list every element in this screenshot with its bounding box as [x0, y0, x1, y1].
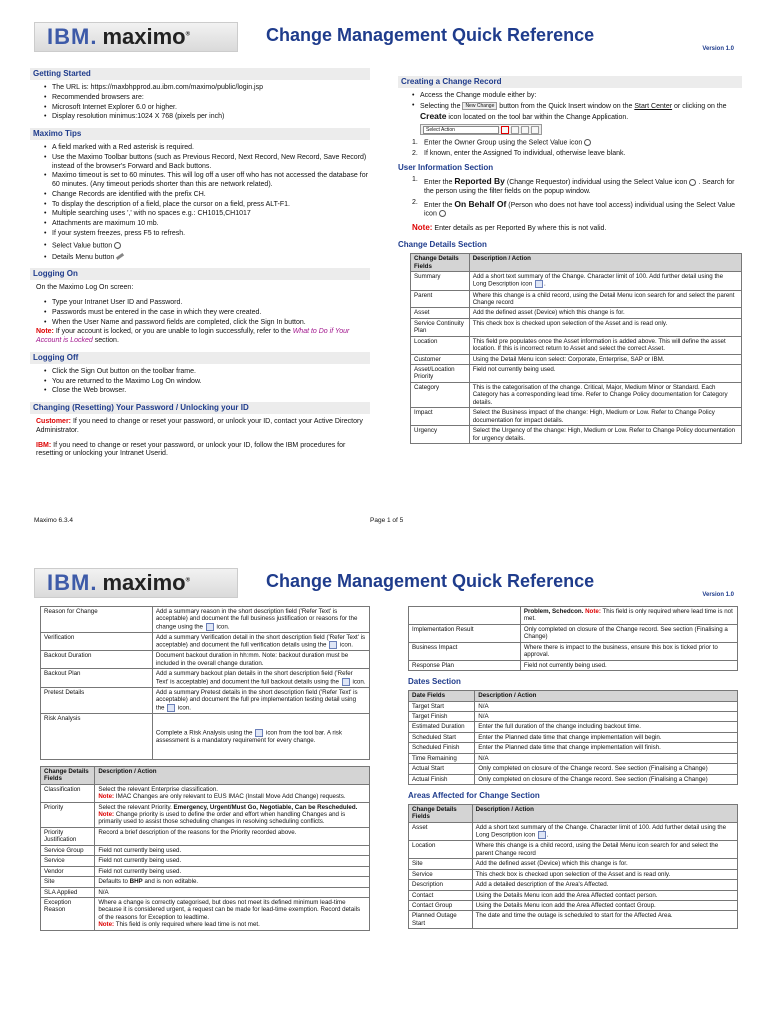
- logging-on-list: [44, 299, 370, 327]
- table-row: [409, 753, 738, 763]
- desc-text: Add a short text summary of the Change. Character limit of 100. Add further detail using the Long Description icon: [475, 823, 727, 839]
- field-name: Actual Finish: [409, 774, 475, 784]
- customer-paragraph: [36, 418, 370, 436]
- field-desc: Select the Urgency of the change: High, Medium or Low. Refer to Change Policy documentation for urgency details.: [469, 426, 741, 444]
- list-item: • Recommended browsers are:: [44, 94, 370, 103]
- footer-page: Page 1 of 5: [370, 517, 404, 524]
- step-text: If known, enter the Assigned To individual, otherwise leave blank.: [424, 150, 626, 158]
- field-name: Implementation Result: [409, 624, 521, 642]
- desc-text: and is non editable.: [144, 878, 199, 886]
- field-desc: Using the Detail Menu icon select: Corporate, Enterprise, SAP or IBM.: [469, 354, 741, 364]
- s2a: Enter the: [424, 201, 453, 209]
- desc-note: Note: backout duration must be included in the overall change duration.: [155, 652, 349, 667]
- table-row: [409, 711, 738, 721]
- long-description-icon: [342, 678, 350, 686]
- logo-maximo-text: maximo: [102, 24, 186, 50]
- table-header-row: [411, 254, 742, 272]
- table-row: [411, 272, 742, 291]
- field-desc: N/A: [475, 711, 738, 721]
- field-desc: Field not currently being used.: [95, 856, 370, 866]
- step: 1. Enter the Owner Group using the Select Value icon: [412, 139, 742, 148]
- list-item: • You are returned to the Maximo Log On window.: [44, 378, 370, 387]
- table-row: [409, 880, 738, 890]
- list-item: • Type your Intranet User ID and Password.: [44, 299, 370, 308]
- column-header: Description / Action: [472, 805, 737, 823]
- list-item: • Multiple searching uses ',' with no spaces e.g.: CH1015,CH1017: [44, 210, 370, 219]
- field-name: Contact: [409, 890, 473, 900]
- field-desc: Field not currently being used.: [469, 365, 741, 383]
- column-header: Date Fields: [409, 691, 475, 701]
- field-desc: Add the defined asset (Device) which this change is for.: [472, 859, 737, 869]
- step: 2. Enter the On Behalf Of (Person who does not have tool access) individual using the Select Value icon: [412, 198, 736, 218]
- sel-b: button from the Quick Insert window on the: [499, 102, 633, 110]
- list-item: • Display resolution minimus:1024 X 768 (pixels per inch): [44, 113, 370, 122]
- sel-d: icon located on the tool bar within the Change Application.: [448, 114, 629, 122]
- field-name: Vendor: [41, 866, 95, 876]
- field-desc: Only completed on closure of the Change record. See section (Finalising a Change): [475, 774, 738, 784]
- table-row: [41, 651, 370, 669]
- field-desc: Enter the full duration of the change including backout time.: [475, 722, 738, 732]
- list-item: • A field marked with a Red asterisk is required.: [44, 144, 370, 153]
- table-header-row: [41, 766, 370, 784]
- field-name: Risk Analysis: [41, 713, 153, 759]
- s2c: (Person who does not have tool access) individual using the Select Value icon: [424, 201, 736, 218]
- field-name: Customer: [411, 354, 470, 364]
- desc-text: Document backout duration in hh:mm.: [155, 652, 261, 660]
- field-desc: Record a brief description of the reasons for the Priority recorded above.: [95, 827, 370, 845]
- table-row: [411, 318, 742, 336]
- field-name: Summary: [411, 272, 470, 291]
- desc-text: Select the relevant Priority.: [98, 803, 172, 811]
- field-desc: The date and time the outage is scheduled to start for the Affected Area.: [472, 911, 737, 929]
- field-name: Site: [41, 877, 95, 887]
- logging-on-intro: On the Maximo Log On screen:: [36, 284, 134, 292]
- logo-ibm: IBM.: [47, 570, 98, 596]
- heading-creating: Creating a Change Record: [398, 76, 742, 88]
- getting-started-list: [44, 84, 370, 122]
- toolbar-icon[interactable]: [521, 126, 529, 134]
- desc-text: Where this change is a child record, using the Detail Menu icon search for and select the parent Change record: [472, 291, 735, 306]
- list-item: • If your system freezes, press F5 to refresh.: [44, 230, 370, 239]
- step: 2. If known, enter the Assigned To individual, otherwise leave blank.: [412, 150, 626, 158]
- desc-text: Add a summary backout plan details in the short description field ('Refer Text' is acceptable) and document the full backout details using the: [155, 670, 353, 686]
- long-description-icon: [206, 623, 214, 631]
- field-desc: This check box is checked upon selection of the Asset and is read only.: [472, 869, 737, 879]
- table-row: [411, 290, 742, 308]
- field-desc: Field not currently being used.: [520, 660, 737, 670]
- table-row: [411, 308, 742, 318]
- field-name: Description: [409, 880, 473, 890]
- logo-maximo: maximo®: [102, 570, 191, 596]
- desc-text: Complete a Risk Analysis using the: [155, 729, 253, 737]
- toolbar-icon[interactable]: [531, 126, 539, 134]
- desc-bold: BHP: [129, 878, 143, 886]
- table-row: [411, 365, 742, 383]
- field-desc: Add a short text summary of the Change. Character limit of 100. Add further detail using the Long Description icon .: [472, 822, 737, 841]
- desc-text: This field is only required where lead time is not met.: [115, 921, 260, 929]
- field-desc: Only completed on closure of the Change record. See section (Finalising a Change): [520, 624, 737, 642]
- s1a: Enter the: [424, 179, 453, 187]
- table-row: [409, 901, 738, 911]
- field-name: Location: [409, 841, 473, 859]
- table-row: [41, 784, 370, 802]
- table-row: [41, 856, 370, 866]
- field-name: Estimated Duration: [409, 722, 475, 732]
- field-desc: This field pre populates once the Asset information is added above. This will define the asset location. If this is incorrect return to Asset and select the correct Asset.: [469, 336, 741, 354]
- table-row: [41, 607, 370, 633]
- desc-text: IMAC Changes are only relevant to EUS IMAC (Install Move Add Change) requests.: [115, 793, 346, 801]
- field-desc: Add a detailed description of the Area's Affected.: [472, 880, 737, 890]
- field-name: Scheduled Start: [409, 732, 475, 742]
- magnifier-icon: [114, 242, 121, 249]
- page-2: [0, 548, 768, 1024]
- column-header: Change Details Fields: [409, 805, 473, 823]
- version-label: Version 1.0: [702, 46, 734, 52]
- heading-maximo-tips: Maximo Tips: [30, 128, 370, 140]
- left-column: [30, 68, 370, 465]
- heading-change-details: Change Details Section: [398, 240, 487, 250]
- field-name: Business Impact: [409, 642, 521, 660]
- logo-maximo: maximo®: [102, 24, 191, 50]
- field-desc: Enter the Planned date time that change implementation will begin.: [475, 732, 738, 742]
- s1c: (Change Requestor) individual using the Select Value icon: [506, 179, 688, 187]
- ibm-maximo-logo: [34, 568, 238, 598]
- desc-text: Add a summary Pretest details in the short description field ('Refer Text' is acceptable) and document the full pre implementation testing detail using the: [155, 688, 358, 712]
- table-row: [409, 642, 738, 660]
- field-name: [409, 607, 521, 625]
- table-row: [409, 764, 738, 774]
- field-desc: [152, 687, 369, 713]
- field-name: Service: [41, 856, 95, 866]
- create-icon[interactable]: [501, 126, 509, 134]
- table-row: [409, 607, 738, 625]
- column-header: Change Details Fields: [411, 254, 470, 272]
- column-header: Description / Action: [469, 254, 741, 272]
- field-name: Asset/Location Priority: [411, 365, 470, 383]
- field-desc: Field not currently being used.: [95, 866, 370, 876]
- ibm-paragraph: [36, 442, 370, 460]
- long-description-icon: [538, 831, 546, 839]
- locked-account-link[interactable]: What to Do if Your Account is Locked: [36, 328, 350, 345]
- select-value-label: Select Value button: [52, 241, 113, 249]
- table-row: [409, 859, 738, 869]
- field-desc: [152, 713, 369, 759]
- footer-version: Maximo 6.3.4: [34, 517, 74, 524]
- field-desc: [520, 607, 737, 625]
- field-desc: Where this change is a child record, using the Detail Menu icon search for and select the parent Change record: [472, 841, 737, 859]
- long-description-icon: [167, 704, 175, 712]
- table-row: [409, 660, 738, 670]
- table-row: [409, 774, 738, 784]
- on-behalf-of-label: On Behalf Of: [454, 198, 507, 209]
- field-name: Service Continuity Plan: [411, 318, 470, 336]
- field-desc: [152, 632, 369, 651]
- logo-ibm: IBM.: [47, 24, 98, 50]
- logging-off-list: [44, 368, 370, 396]
- reported-by-label: Reported By: [454, 176, 505, 187]
- magnifier-icon: [584, 139, 591, 146]
- field-name: Response Plan: [409, 660, 521, 670]
- field-desc: This check box is checked upon selection of the Asset and is read only.: [469, 318, 741, 336]
- note-end: section.: [94, 337, 119, 345]
- heading-password: Changing (Resetting) Your Password / Unlocking your ID: [30, 402, 370, 414]
- table-row: [41, 877, 370, 887]
- field-desc: Using the Details Menu icon add the Area Affected contact Group.: [472, 901, 737, 911]
- magnifier-icon: [439, 210, 446, 217]
- field-name: SLA Applied: [41, 887, 95, 897]
- field-name: Reason for Change: [41, 607, 153, 633]
- table-row: [41, 897, 370, 930]
- heading-dates: Dates Section: [408, 677, 461, 687]
- field-desc: [95, 897, 370, 930]
- field-desc: Only completed on closure of the Change record. See section (Finalising a Change): [475, 764, 738, 774]
- field-desc: [152, 651, 369, 669]
- note-text: If your account is locked, or you are unable to login successfully, refer to the: [55, 328, 291, 336]
- field-name: Pretest Details: [41, 687, 153, 713]
- toolbar-image: [420, 124, 542, 135]
- user-info-note: [412, 223, 742, 234]
- details-menu-icon: [116, 253, 124, 260]
- table-header-row: [409, 691, 738, 701]
- field-name: Urgency: [411, 426, 470, 444]
- field-desc: Using the Details Menu icon add the Area Affected contact person.: [472, 890, 737, 900]
- field-name: Asset: [409, 822, 473, 841]
- desc-end: icon from the tool bar. A risk assessment is a mandatory requirement for every change.: [155, 729, 342, 744]
- note-label: Note:: [412, 223, 433, 233]
- ibm-maximo-logo: [34, 22, 238, 52]
- table-header-row: [409, 805, 738, 823]
- table-row: [409, 732, 738, 742]
- customer-label: Customer:: [36, 418, 72, 426]
- heading-logging-off: Logging Off: [30, 352, 370, 364]
- field-name: Impact: [411, 408, 470, 426]
- field-desc: Select the Business impact of the change: High, Medium or Low. Refer to Change Policy documentation for impact details.: [469, 408, 741, 426]
- details-menu-label: Details Menu button: [52, 253, 115, 261]
- note-label: Note:: [36, 328, 54, 336]
- list-item: • Use the Maximo Toolbar buttons (such as Previous Record, Next Record, New Record, Save Record) instead of the browser's Forward and Back buttons.: [44, 154, 370, 172]
- select-action-dropdown[interactable]: Select Action: [423, 126, 499, 134]
- field-name: Contact Group: [409, 901, 473, 911]
- table-row: [409, 722, 738, 732]
- long-description-icon: [329, 641, 337, 649]
- ibm-label: IBM:: [36, 441, 52, 449]
- field-desc: [469, 290, 741, 308]
- desc-text: This field is only required where lead time is not met.: [523, 608, 733, 623]
- sel-c: or clicking on the: [674, 102, 727, 110]
- field-name: Location: [411, 336, 470, 354]
- column-header: Change Details Fields: [41, 766, 95, 784]
- field-name: Verification: [41, 632, 153, 651]
- table-row: [409, 743, 738, 753]
- magnifier-icon: [689, 179, 696, 186]
- p2-right-column: [408, 606, 738, 935]
- table-row: [41, 713, 370, 759]
- field-name: Priority Justification: [41, 827, 95, 845]
- field-name: Exception Reason: [41, 897, 95, 930]
- field-name: Time Remaining: [409, 753, 475, 763]
- customer-text: If you need to change or reset your password, or unlock your ID, contact your Active Directory Administrator.: [36, 418, 363, 434]
- list-item: • Microsoft Internet Explorer 6.0 or higher.: [44, 104, 370, 113]
- p2-left-column: [40, 606, 370, 937]
- field-name: Planned Outage Start: [409, 911, 473, 929]
- change-details-table-cont: [40, 606, 370, 760]
- table-row: [411, 382, 742, 407]
- field-desc: Enter the Planned date time that change implementation will finish.: [475, 743, 738, 753]
- field-desc: N/A: [95, 887, 370, 897]
- ibm-text: If you need to change or reset your password, or unlock your ID, follow the IBM procedures for resetting or unlocking your Intranet Userid.: [36, 441, 346, 458]
- new-change-button[interactable]: New Change: [462, 102, 497, 110]
- note-text: Enter details as per Reported By where this is not valid.: [434, 225, 607, 233]
- user-info-steps: [412, 176, 742, 219]
- right-column: [398, 76, 742, 450]
- note-label: Note:: [585, 608, 601, 615]
- list-item: [44, 254, 370, 263]
- note-label: Note:: [98, 921, 115, 929]
- field-name: Backout Duration: [41, 651, 153, 669]
- table-row: [41, 887, 370, 897]
- maximo-tips-list: [44, 144, 370, 262]
- field-desc: Field not currently being used.: [95, 845, 370, 855]
- desc-end: icon.: [339, 642, 354, 650]
- heading-logging-on: Logging On: [30, 268, 370, 280]
- desc-text: Change priority is used to define the order and effort when handling Changes and is primarily used to assist those scheduling changes in resolving scheduling conflicts.: [98, 811, 346, 826]
- field-desc: N/A: [475, 753, 738, 763]
- table-row: [409, 869, 738, 879]
- table-row: [409, 822, 738, 841]
- list-item: • Passwords must be entered in the case in which they were created.: [44, 309, 370, 318]
- table-row: [41, 845, 370, 855]
- logo-maximo-text: maximo: [102, 570, 186, 596]
- logging-on-note: [36, 328, 370, 346]
- field-name: Target Finish: [409, 711, 475, 721]
- list-item: • Click the Sign Out button on the toolbar frame.: [44, 368, 370, 377]
- desc-text: Select the relevant Enterprise classification.: [98, 785, 218, 793]
- column-header: Description / Action: [475, 691, 738, 701]
- doc-title: Change Management Quick Reference: [266, 571, 595, 591]
- s1d: . Search for the person using the filter fields on the popup window.: [424, 179, 735, 195]
- desc-end: icon.: [352, 678, 366, 686]
- table-row: [41, 827, 370, 845]
- desc-text: Defaults to: [98, 878, 128, 886]
- step-text: Enter the Owner Group using the Select Value icon: [424, 139, 583, 147]
- list-item: • Maximo timeout is set to 60 minutes. This will log off a user off who has not accessed the database for 60 minutes. (Any timeout periods shorter than this are network related).: [44, 172, 370, 190]
- field-name: Category: [411, 382, 470, 407]
- page-header: [34, 562, 734, 602]
- table-row: [41, 687, 370, 713]
- table-row: [411, 354, 742, 364]
- field-name: Site: [409, 859, 473, 869]
- list-item: • Access the Change module either by:: [412, 92, 742, 101]
- change-details-table: [410, 253, 742, 444]
- dates-table: [408, 690, 738, 785]
- field-name: Actual Start: [409, 764, 475, 774]
- change-details-table-2: [40, 766, 370, 931]
- long-description-icon: [535, 280, 543, 288]
- list-item: • Close the Web browser.: [44, 387, 370, 396]
- desc-text: Add a short text summary of the Change. Character limit of 100. Add further detail using the Long Description icon: [472, 273, 724, 289]
- doc-title: Change Management Quick Reference: [266, 25, 595, 45]
- column-header: Description / Action: [95, 766, 370, 784]
- field-desc: Add a short text summary of the Change. Character limit of 100. Add further detail using the Long Description icon .: [469, 272, 741, 291]
- field-name: Scheduled Finish: [409, 743, 475, 753]
- table-row: [41, 632, 370, 651]
- list-item: • Attachments are maximum 10 mb.: [44, 220, 370, 229]
- field-name: Backout Plan: [41, 669, 153, 688]
- creating-steps: [412, 139, 742, 159]
- step: 1. Enter the Reported By (Change Requestor) individual using the Select Value icon . Search for the person using the filter fields on the popup window.: [412, 176, 735, 195]
- desc-bold: Problem, Schedcon.: [523, 608, 584, 615]
- areas-table: [408, 804, 738, 929]
- list-item: [412, 102, 742, 123]
- version-label: Version 1.0: [702, 592, 734, 598]
- sel-a: Selecting the: [420, 102, 461, 110]
- table-row: [409, 701, 738, 711]
- field-name: Service Group: [41, 845, 95, 855]
- change-details-table-cont-right: [408, 606, 738, 671]
- field-desc: [95, 877, 370, 887]
- desc-text: Add a summary Verification detail in the short description field ('Refer Text' is acceptable) and document the full verification details using the: [155, 633, 366, 650]
- field-desc: [95, 802, 370, 827]
- field-name: Target Start: [409, 701, 475, 711]
- desc-text: Add a summary reason in the short description field ('Refer Text' is acceptable) and document the full business justification or reasons for the change using the: [155, 608, 358, 631]
- list-item: • Change Records are identified with the prefix CH.: [44, 191, 370, 200]
- field-desc: [152, 669, 369, 688]
- list-item: • The URL is: https://maxbhpprod.au.ibm.com/maximo/public/login.jsp: [44, 84, 370, 93]
- table-row: [41, 802, 370, 827]
- field-name: Service: [409, 869, 473, 879]
- table-row: [411, 408, 742, 426]
- list-item: • When the User Name and password fields are completed, click the Sign In button.: [44, 319, 370, 328]
- heading-user-info: User Information Section: [398, 163, 494, 173]
- field-desc: Add the defined asset (Device) which this change is for.: [469, 308, 741, 318]
- table-row: [411, 336, 742, 354]
- table-row: [41, 669, 370, 688]
- creating-list: [412, 92, 742, 123]
- desc-bold: Emergency, Urgent/Must Go, Negotiable, Can be Rescheduled.: [173, 803, 358, 811]
- field-desc: [95, 784, 370, 802]
- table-row: [409, 624, 738, 642]
- table-row: [409, 911, 738, 929]
- risk-analysis-icon: [255, 729, 263, 737]
- create-label: Create: [420, 111, 447, 122]
- start-center-link[interactable]: Start Center: [634, 102, 673, 110]
- page-header: [34, 16, 734, 56]
- field-name: Asset: [411, 308, 470, 318]
- field-desc: N/A: [475, 701, 738, 711]
- heading-getting-started: Getting Started: [30, 68, 370, 80]
- list-item: • To display the description of a field, place the cursor on a field, press ALT-F1.: [44, 201, 370, 210]
- toolbar-icon[interactable]: [511, 126, 519, 134]
- note-label: Note:: [98, 811, 115, 818]
- desc-end: icon.: [177, 704, 192, 712]
- field-name: Priority: [41, 802, 95, 827]
- field-name: Classification: [41, 784, 95, 802]
- desc-text: Where a change is correctly categorised, but does not meet its defined minimum lead-time because it is considered urgent, a request can be made for lead-time exemption. Record details of the reasons for Exception to leadtime.: [98, 898, 361, 921]
- field-name: Parent: [411, 290, 470, 308]
- desc-end: icon.: [216, 623, 230, 631]
- field-desc: This is the categorisation of the change. Critical, Major, Medium Minor or Standard. Each Category has a corresponding lead time. Refer to Change Policy documentation for Category details.: [469, 382, 741, 407]
- table-row: [411, 426, 742, 444]
- list-item: [44, 242, 370, 251]
- table-row: [409, 890, 738, 900]
- heading-areas: Areas Affected for Change Section: [408, 791, 540, 800]
- field-desc: Where there is impact to the business, ensure this box is ticked prior to approval.: [520, 642, 737, 660]
- table-row: [409, 841, 738, 859]
- field-desc: [152, 607, 369, 633]
- note-label: Note:: [98, 793, 115, 801]
- table-row: [41, 866, 370, 876]
